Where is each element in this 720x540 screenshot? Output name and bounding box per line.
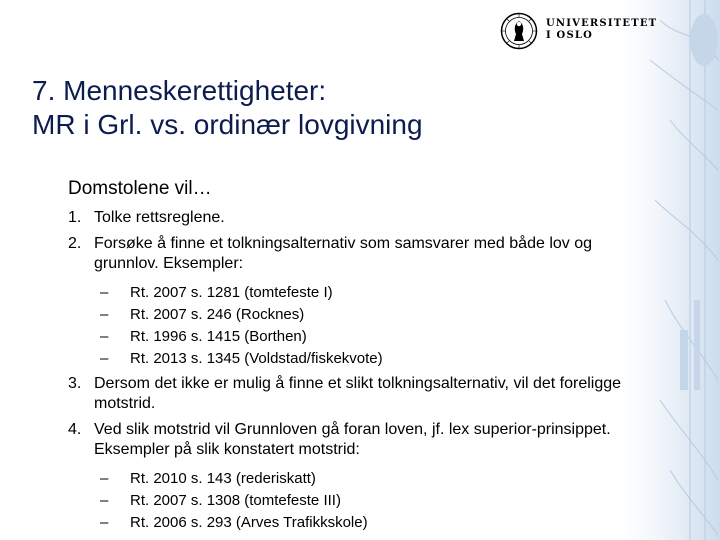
sub-item-text: Rt. 1996 s. 1415 (Borthen) <box>130 328 307 345</box>
list-number: 2. <box>68 235 82 252</box>
list-number: 1. <box>68 209 82 226</box>
title-line-2: MR i Grl. vs. ordinær lovgivning <box>32 109 423 140</box>
list-number: 4. <box>68 421 82 438</box>
list-item <box>68 234 628 274</box>
dash-bullet: – <box>100 306 109 323</box>
dash-bullet: – <box>100 350 109 367</box>
decorative-side-image <box>620 0 720 540</box>
list-item-text: Ved slik motstrid vil Grunnloven gå foran loven, jf. lex superior-prinsippet. Eksempler på slik konstatert motstrid: <box>94 421 611 458</box>
university-name <box>546 18 657 42</box>
list-item <box>68 420 628 460</box>
sub-list-item <box>68 468 628 490</box>
sub-list <box>68 468 628 534</box>
university-seal-icon <box>500 12 538 50</box>
sub-list-item <box>68 282 628 304</box>
sub-item-text: Rt. 2006 s. 293 (Arves Trafikkskole) <box>130 514 368 531</box>
intro-text: Domstolene vil… <box>68 178 212 199</box>
list-item <box>68 374 628 414</box>
dash-bullet: – <box>100 328 109 345</box>
sub-list-item <box>68 304 628 326</box>
sub-item-text: Rt. 2007 s. 1308 (tomtefeste III) <box>130 492 341 509</box>
dash-bullet: – <box>100 514 109 531</box>
dash-bullet: – <box>100 284 109 301</box>
dash-bullet: – <box>100 470 109 487</box>
sub-item-text: Rt. 2010 s. 143 (rederiskatt) <box>130 470 316 487</box>
sub-list-item <box>68 490 628 512</box>
sub-list <box>68 282 628 370</box>
sub-item-text: Rt. 2013 s. 1345 (Voldstad/fiskekvote) <box>130 350 383 367</box>
dash-bullet: – <box>100 492 109 509</box>
sub-item-text: Rt. 2007 s. 246 (Rocknes) <box>130 306 305 323</box>
sub-list-item <box>68 326 628 348</box>
sub-list-item <box>68 348 628 370</box>
numbered-list <box>68 208 628 538</box>
slide-title <box>32 74 592 142</box>
list-item-text: Forsøke å finne et tolkningsalternativ som samsvarer med både lov og grunnlov. Eksempler: <box>94 235 593 272</box>
university-logo <box>500 12 658 52</box>
sub-list-item <box>68 512 628 534</box>
title-line-1: 7. Menneskerettigheter: <box>32 75 327 106</box>
sub-item-text: Rt. 2007 s. 1281 (tomtefeste I) <box>130 284 333 301</box>
logo-line-2: I OSLO <box>546 30 594 41</box>
list-item-text: Dersom det ikke er mulig å finne et slikt tolkningsalternativ, vil det foreligge motstrid. <box>94 375 622 412</box>
list-item-text: Tolke rettsreglene. <box>94 209 225 226</box>
list-item <box>68 208 628 228</box>
logo-line-1: UNIVERSITETET <box>546 18 658 29</box>
list-number: 3. <box>68 375 82 392</box>
